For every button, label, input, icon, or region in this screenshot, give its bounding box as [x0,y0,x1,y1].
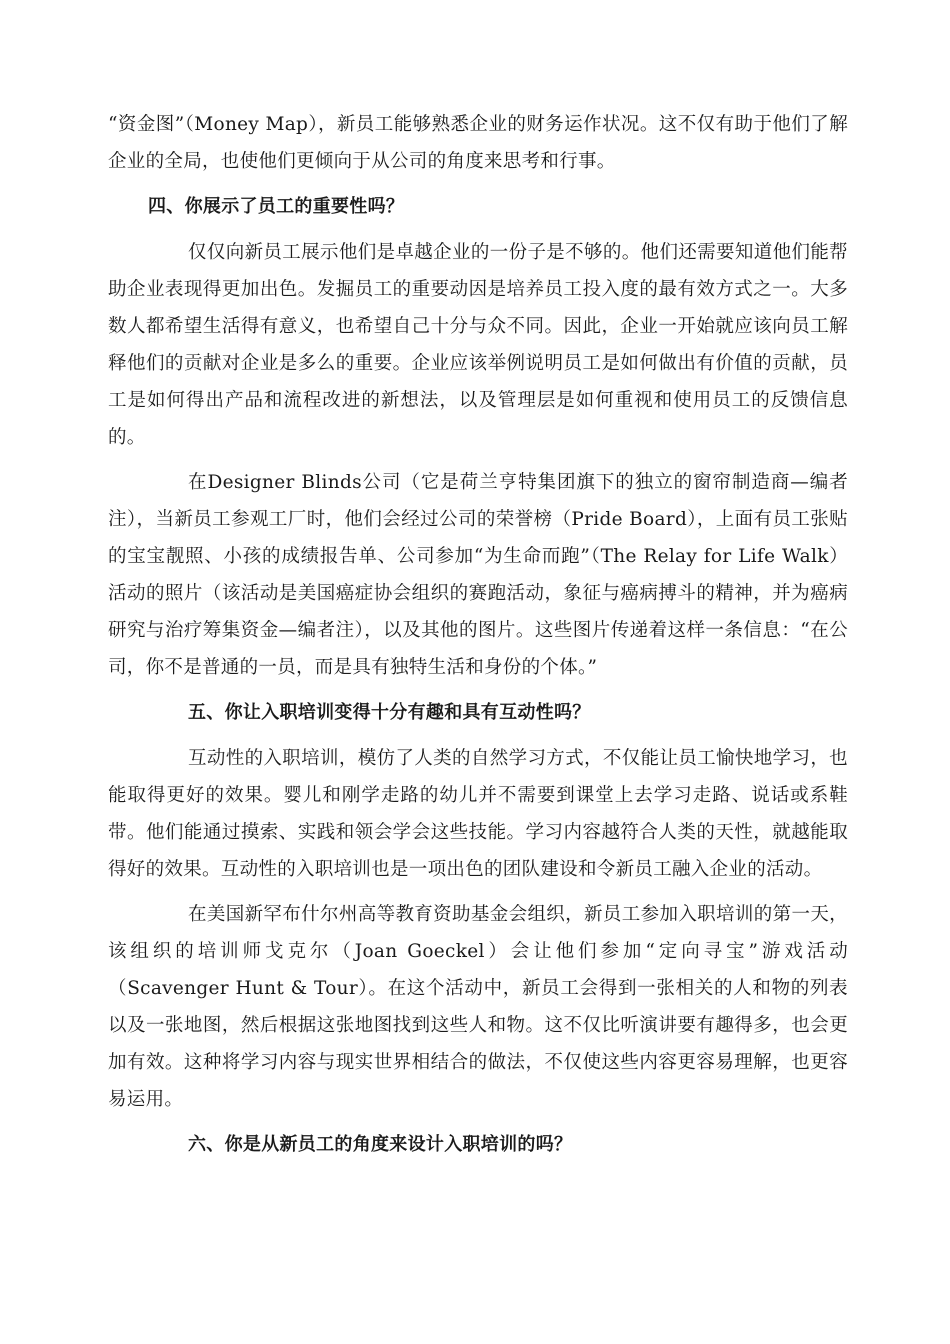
section-4-paragraph-2: 在Designer Blinds公司（它是荷兰亨特集团旗下的独立的窗帘制造商—编者注），当新员工参观工厂时，他们会经过公司的荣誉榜（Pride Board），上面有员工张贴的宝宝靓照、小孩的成绩报告单、公司参加“为生命而跑”（The Relay for Life Walk）活动的照片（该活动是美国癌症协会组织的赛跑活动，象征与癌病搏斗的精神，并为癌病研究与治疗筹集资金—编者注），以及其他的图片。这些图片传递着这样一条信息：“在公司，你不是普通的一员，而是具有独特生活和身份的个体。” [108,472,848,678]
section-6-heading: 六、你是从新员工的角度来设计入职培训的吗？ [188,1134,573,1155]
document-page [108,106,848,1172]
section-4-paragraph-1: 仅仅向新员工展示他们是卓越企业的一份子是不够的。他们还需要知道他们能帮助企业表现得更加出色。发掘员工的重要动因是培养员工投入度的最有效方式之一。大多数人都希望生活得有意义，也希望自己十分与众不同。因此，企业一开始就应该向员工解释他们的贡献对企业是多么的重要。企业应该举例说明员工是如何做出有价值的贡献，员工是如何得出产品和流程改进的新想法，以及管理层是如何重视和使用员工的反馈信息的。 [108,242,848,448]
section-5-paragraph-2: 在美国新罕布什尔州高等教育资助基金会组织，新员工参加入职培训的第一天，该组织的培训师戈克尔（Joan Goeckel）会让他们参加“定向寻宝”游戏活动（Scavenger Hunt & Tour）。在这个活动中，新员工会得到一张相关的人和物的列表以及一张地图，然后根据这张地图找到这些人和物。这不仅比听演讲要有趣得多，也会更加有效。这种将学习内容与现实世界相结合的做法，不仅使这些内容更容易理解，也更容易运用。 [108,904,848,1110]
section-5-heading: 五、你让入职培训变得十分有趣和具有互动性吗？ [188,702,591,723]
section-5-paragraph-1: 互动性的入职培训，模仿了人类的自然学习方式，不仅能让员工愉快地学习，也能取得更好的效果。婴儿和刚学走路的幼儿并不需要到课堂上去学习走路、说话或系鞋带。他们能通过摸索、实践和领会学会这些技能。学习内容越符合人类的天性，就越能取得好的效果。互动性的入职培训也是一项出色的团队建设和令新员工融入企业的活动。 [108,748,848,880]
section-4-heading: 四、你展示了员工的重要性吗？ [148,196,405,217]
intro-paragraph: “资金图”（Money Map），新员工能够熟悉企业的财务运作状况。这不仅有助于他们了解企业的全局，也使他们更倾向于从公司的角度来思考和行事。 [108,114,848,172]
